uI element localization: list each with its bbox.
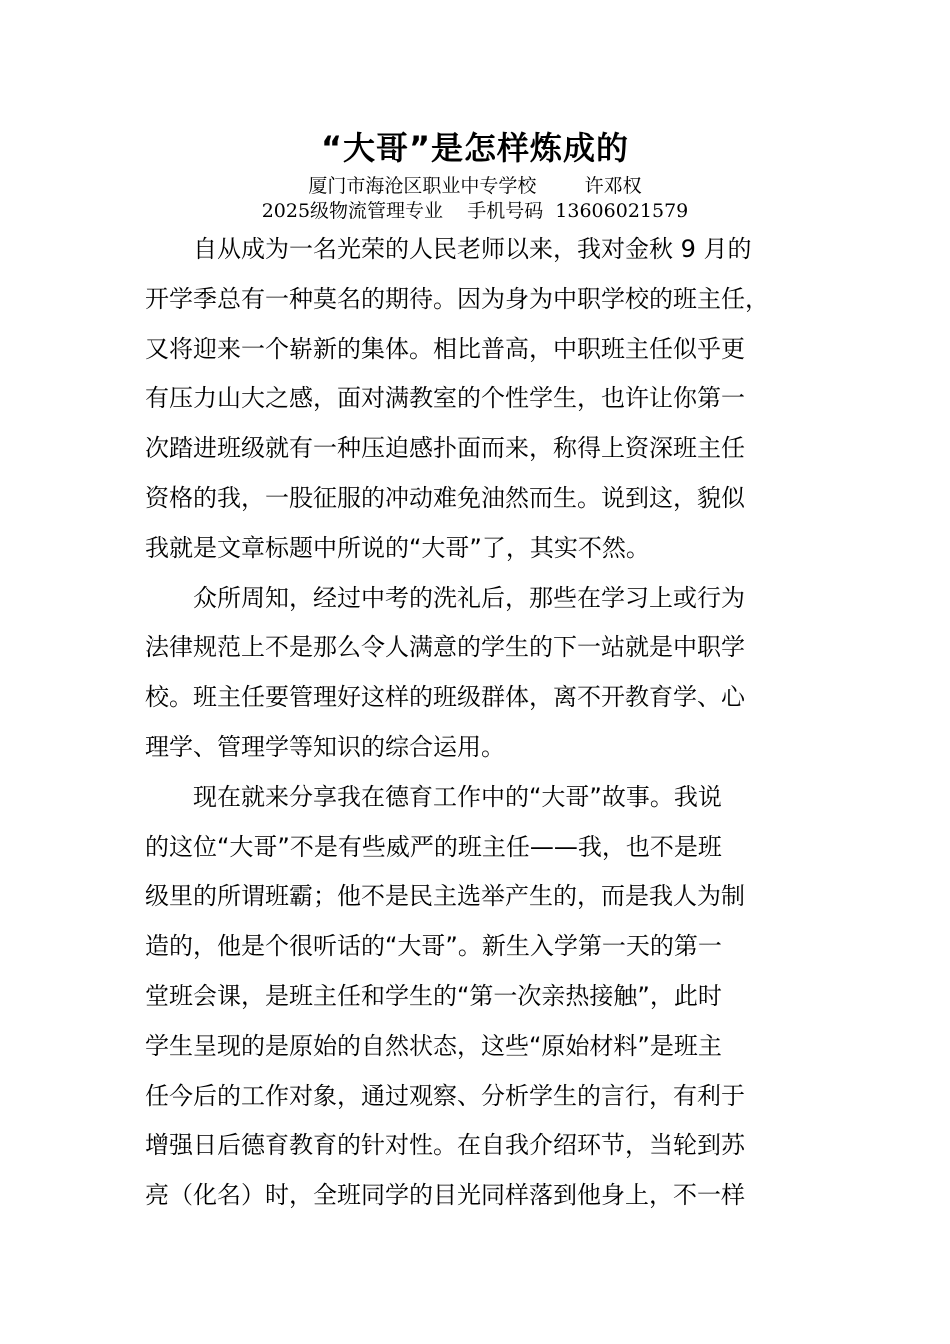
text-line: 增强日后德育教育的针对性。在自我介绍环节，当轮到苏 [145,1131,745,1160]
text-line: 又将迎来一个崭新的集体。相比普高，中职班主任似乎更 [145,334,745,363]
text-line: 堂班会课，是班主任和学生的“第一次亲热接触”，此时 [145,981,722,1010]
text-line: 校。班主任要管理好这样的班级群体，离不开教育学、心 [145,683,745,712]
text-line: 亮（化名）时，全班同学的目光同样落到他身上，不一样 [145,1181,745,1210]
text-line: 次踏进班级就有一种压迫感扑面而来，称得上资深班主任 [145,434,745,463]
text-line: 学生呈现的是原始的自然状态，这些“原始材料”是班主 [145,1031,722,1060]
paragraph [145,773,790,1221]
text-line: 我就是文章标题中所说的“大哥”了，其实不然。 [145,533,650,562]
text-line: 任今后的工作对象，通过观察、分析学生的言行，有利于 [145,1081,745,1110]
text-line: 级里的所谓班霸；他不是民主选举产生的，而是我人为制 [145,882,745,911]
text-line: 造的，他是个很听话的“大哥”。新生入学第一天的第一 [145,932,722,961]
paragraph [145,574,790,773]
text-line: 众所周知，经过中考的洗礼后，那些在学习上或行为 [193,583,745,612]
text-line: 现在就来分享我在德育工作中的“大哥”故事。我说 [193,782,722,811]
text-line: 自从成为一名光荣的人民老师以来，我对金秋 9 月的 [193,235,752,263]
text-line: 有压力山大之感，面对满教室的个性学生，也许让你第一 [145,384,745,413]
text-line: 的这位“大哥”不是有些威严的班主任——我，也不是班 [145,832,722,861]
paragraph [145,225,790,574]
text-line: 开学季总有一种莫名的期待。因为身为中职学校的班主任， [145,284,769,313]
class-contact-line: 2025级物流管理专业 手机号码 13606021579 [261,200,689,222]
document-body [145,225,790,1221]
text-line: 理学、管理学等知识的综合运用。 [145,732,505,761]
text-line: 法律规范上不是那么令人满意的学生的下一站就是中职学 [145,633,745,662]
author-line: 厦门市海沧区职业中专学校 许邓权 [308,175,642,197]
text-line: 资格的我，一股征服的冲动难免油然而生。说到这，貌似 [145,483,745,512]
document-title: “大哥”是怎样炼成的 [320,129,630,167]
